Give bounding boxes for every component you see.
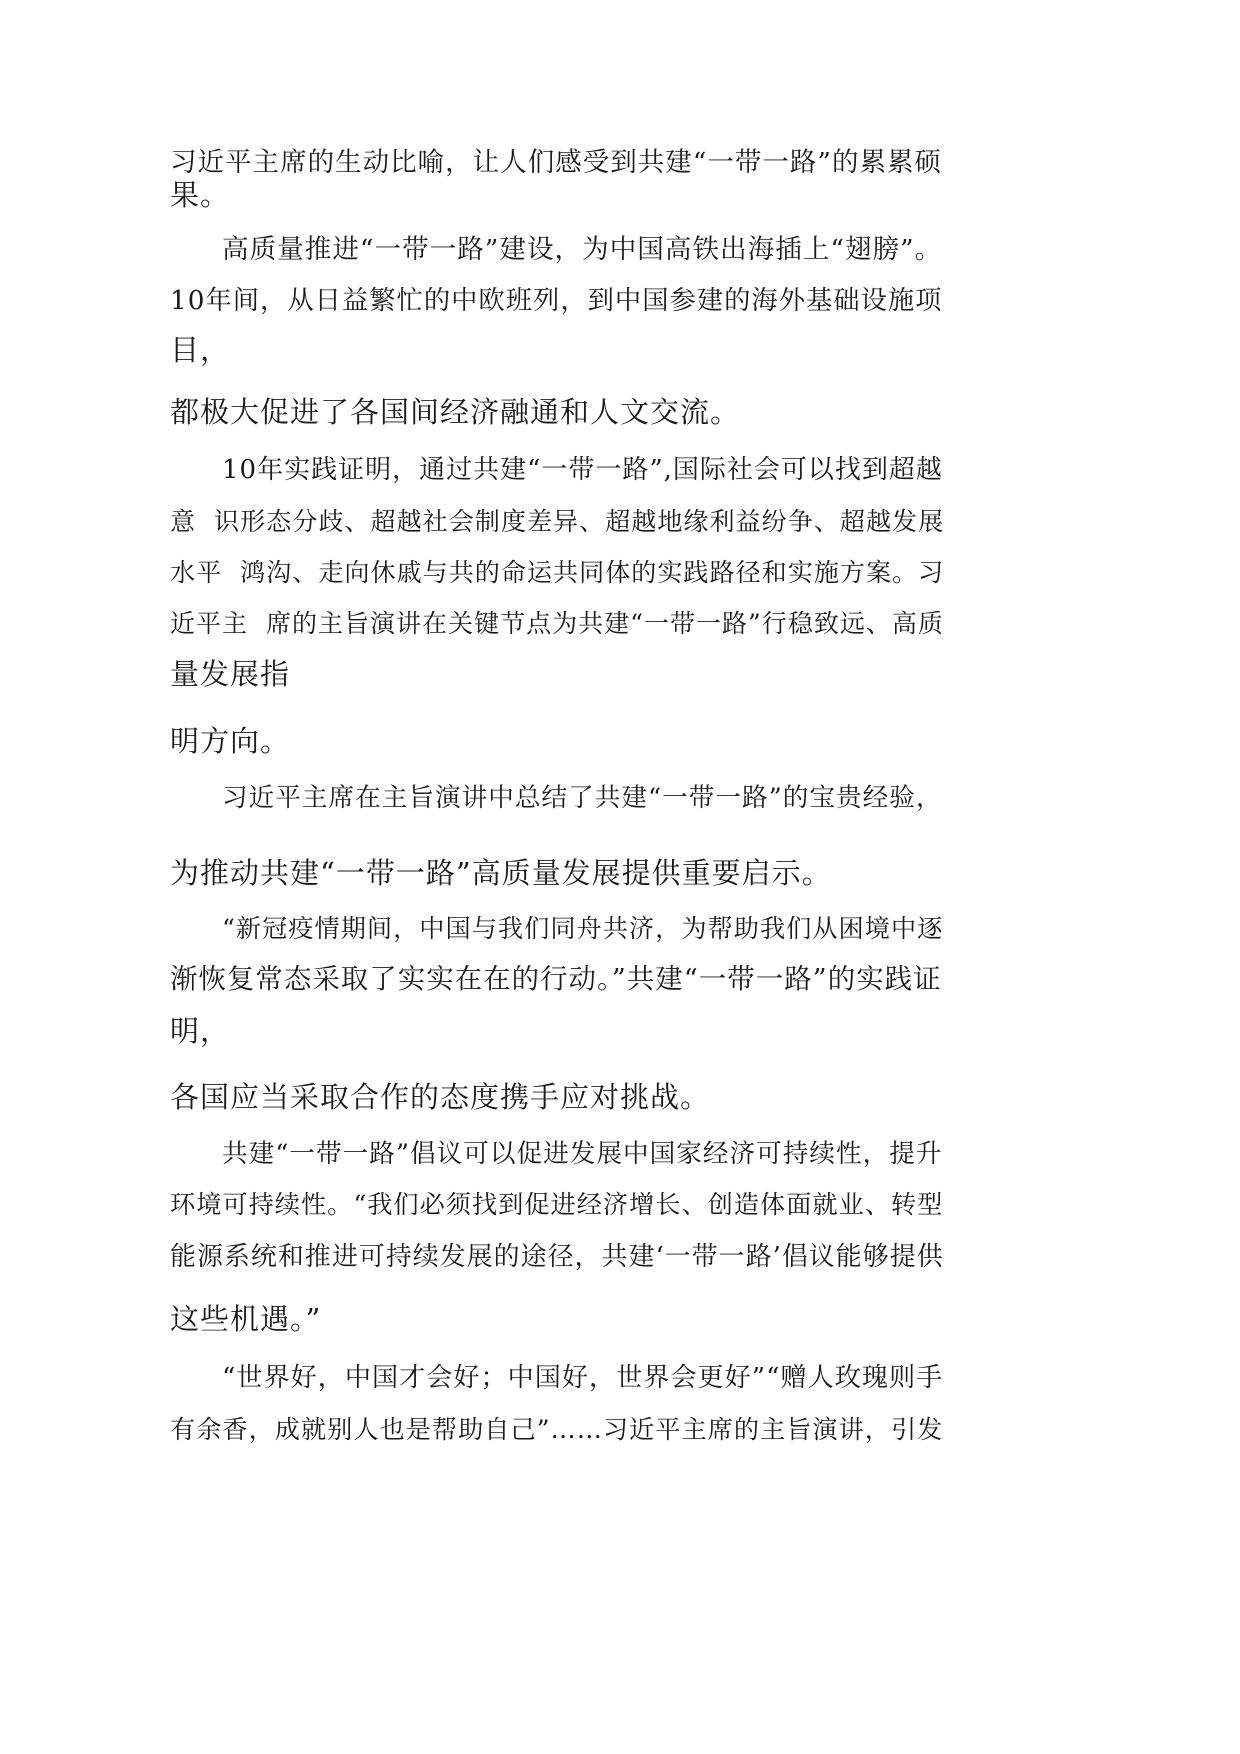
text-line: 10年间，从日益繁忙的中欧班列，到中国参建的海外基础设施项 bbox=[170, 286, 943, 316]
text-line: 渐恢复常态采取了实实在在的行动。”共建“一带一路”的实践证 bbox=[170, 964, 942, 995]
text-line: 目， bbox=[170, 333, 231, 367]
text-line: 习近平主席在主旨演讲中总结了共建“一带一路”的宝贵经验， bbox=[222, 783, 943, 813]
text-line: 能源系统和推进可持续发展的途径，共建‘一带一路’倡议能够提供 bbox=[170, 1242, 944, 1272]
text-line: 都极大促进了各国间经济融通和人文交流。 bbox=[170, 395, 741, 429]
text-line: 共建“一带一路”倡议可以促进发展中国家经济可持续性，提升 bbox=[222, 1139, 943, 1169]
text-line: 高质量推进“一带一路”建设，为中国高铁出海插上“翅膀”。 bbox=[222, 234, 943, 265]
text-line: 明， bbox=[170, 1014, 231, 1048]
text-line: 这些机遇。” bbox=[170, 1302, 322, 1336]
text-line: 10年实践证明，通过共建“一带一路”,国际社会可以找到超越 bbox=[222, 455, 943, 485]
text-line: 各国应当采取合作的态度携手应对挑战。 bbox=[170, 1080, 711, 1114]
text-line: “新冠疫情期间，中国与我们同舟共济，为帮助我们从困境中逐 bbox=[222, 914, 944, 943]
text-line: 习近平主席的生动比喻，让人们感受到共建“一带一路”的累累硕 bbox=[170, 147, 943, 178]
text-line: 近平主 席的主旨演讲在关键节点为共建“一带一路”行稳致远、高质 bbox=[170, 609, 944, 638]
text-line: 有余香，成就别人也是帮助自己”……习近平主席的主旨演讲，引发 bbox=[170, 1415, 944, 1444]
text-line: 环境可持续性。“我们必须找到促进经济增长、创造体面就业、转型 bbox=[170, 1190, 944, 1219]
text-line: 意 识形态分歧、超越社会制度差异、超越地缘利益纷争、超越发展 bbox=[170, 507, 945, 536]
text-line: “世界好，中国才会好；中国好，世界会更好”“赠人玫瑰则手 bbox=[222, 1363, 944, 1393]
text-line: 量发展指 bbox=[170, 657, 291, 691]
text-line: 水平 鸿沟、走向休戚与共的命运共同体的实践路径和实施方案。习 bbox=[170, 558, 945, 587]
text-line: 为推动共建“一带一路”高质量发展提供重要启示。 bbox=[170, 856, 832, 890]
text-line: 明方向。 bbox=[170, 724, 291, 758]
text-line: 果。 bbox=[170, 178, 231, 212]
